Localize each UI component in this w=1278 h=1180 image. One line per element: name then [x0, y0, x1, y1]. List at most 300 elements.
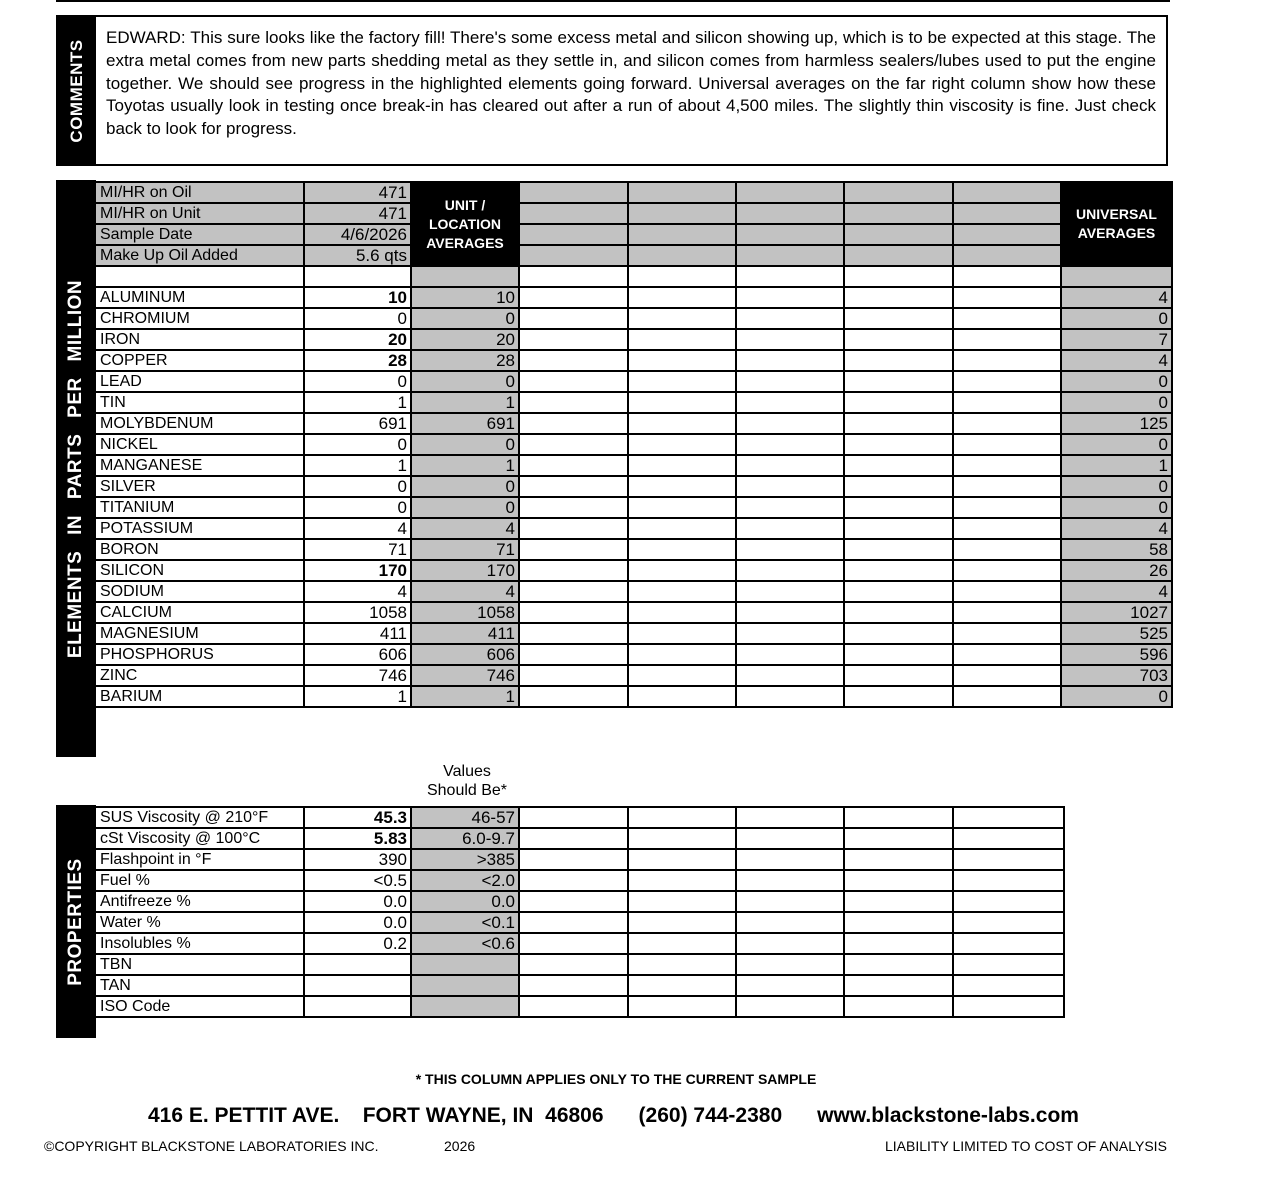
history-cell [519, 434, 628, 455]
element-value: 1 [304, 455, 411, 476]
history-cell [519, 807, 628, 828]
history-cell [844, 287, 953, 308]
history-cell [736, 975, 844, 996]
history-cell [953, 518, 1061, 539]
element-name: SODIUM [95, 581, 304, 602]
element-row [95, 581, 1172, 602]
history-cell [519, 996, 628, 1017]
history-cell [519, 975, 628, 996]
element-value: 10 [304, 287, 411, 308]
history-cell [953, 665, 1061, 686]
history-cell [519, 560, 628, 581]
element-name: SILICON [95, 560, 304, 581]
element-name: ALUMINUM [95, 287, 304, 308]
elements-label: ELEMENTS IN PARTS PER MILLION [65, 279, 86, 658]
element-row [95, 518, 1172, 539]
history-cell [519, 350, 628, 371]
property-row [95, 933, 1064, 954]
property-value [304, 975, 411, 996]
history-cell [953, 350, 1061, 371]
history-cell [519, 891, 628, 912]
header-label: Make Up Oil Added [95, 245, 304, 266]
history-cell [844, 203, 953, 224]
history-cell [953, 849, 1064, 870]
history-cell [953, 203, 1061, 224]
history-cell [844, 644, 953, 665]
history-cell [736, 182, 844, 203]
header-row [95, 224, 1172, 245]
history-cell [736, 686, 844, 707]
history-cell [736, 308, 844, 329]
history-cell [628, 308, 736, 329]
element-unit-average: 20 [411, 329, 519, 350]
element-unit-average: 0 [411, 476, 519, 497]
history-cell [736, 954, 844, 975]
history-cell [844, 954, 953, 975]
history-cell [953, 828, 1064, 849]
history-cell [628, 287, 736, 308]
history-cell [953, 392, 1061, 413]
spacer-cell [411, 266, 519, 287]
element-value: 4 [304, 581, 411, 602]
history-cell [628, 807, 736, 828]
history-cell [628, 245, 736, 266]
element-name: MAGNESIUM [95, 623, 304, 644]
property-should-be: <0.6 [411, 933, 519, 954]
history-cell [628, 203, 736, 224]
history-cell [628, 581, 736, 602]
element-value: 0 [304, 371, 411, 392]
history-cell [953, 644, 1061, 665]
history-cell [736, 870, 844, 891]
history-cell [628, 455, 736, 476]
history-cell [628, 497, 736, 518]
history-cell [519, 245, 628, 266]
spacer-cell [844, 266, 953, 287]
property-value: <0.5 [304, 870, 411, 891]
history-cell [519, 828, 628, 849]
history-cell [519, 287, 628, 308]
history-cell [844, 891, 953, 912]
history-cell [736, 245, 844, 266]
history-cell [953, 686, 1061, 707]
history-cell [519, 224, 628, 245]
history-cell [953, 434, 1061, 455]
history-cell [844, 623, 953, 644]
element-universal-average: 0 [1061, 686, 1172, 707]
history-cell [736, 602, 844, 623]
element-unit-average: 71 [411, 539, 519, 560]
property-row [95, 849, 1064, 870]
properties-table [94, 806, 1065, 1018]
history-cell [953, 539, 1061, 560]
property-row [95, 828, 1064, 849]
values-should-be-note [412, 762, 522, 800]
history-cell [844, 602, 953, 623]
header-value: 4/6/2026 [304, 224, 411, 245]
history-cell [736, 581, 844, 602]
header-value: 5.6 qts [304, 245, 411, 266]
element-name: LEAD [95, 371, 304, 392]
element-name: CHROMIUM [95, 308, 304, 329]
history-cell [628, 224, 736, 245]
element-unit-average: 170 [411, 560, 519, 581]
history-cell [953, 497, 1061, 518]
element-universal-average: 4 [1061, 518, 1172, 539]
property-row [95, 870, 1064, 891]
universal-averages-header: UNIVERSAL AVERAGES [1061, 182, 1172, 266]
property-row [95, 954, 1064, 975]
element-unit-average: 1058 [411, 602, 519, 623]
header-label: MI/HR on Unit [95, 203, 304, 224]
history-cell [953, 891, 1064, 912]
history-cell [844, 560, 953, 581]
spacer-cell [628, 266, 736, 287]
spacer-cell [953, 266, 1061, 287]
element-unit-average: 606 [411, 644, 519, 665]
history-cell [519, 912, 628, 933]
property-value: 5.83 [304, 828, 411, 849]
element-unit-average: 4 [411, 518, 519, 539]
element-name: MOLYBDENUM [95, 413, 304, 434]
history-cell [628, 371, 736, 392]
element-row [95, 371, 1172, 392]
element-unit-average: 10 [411, 287, 519, 308]
element-row [95, 497, 1172, 518]
element-unit-average: 411 [411, 623, 519, 644]
element-row [95, 686, 1172, 707]
property-should-be: 46-57 [411, 807, 519, 828]
copyright-year: 2026 [444, 1138, 476, 1154]
history-cell [844, 849, 953, 870]
history-cell [736, 350, 844, 371]
history-cell [628, 912, 736, 933]
element-row [95, 287, 1172, 308]
property-should-be: 6.0-9.7 [411, 828, 519, 849]
spacer-row [95, 266, 1172, 287]
element-name: TITANIUM [95, 497, 304, 518]
element-name: ZINC [95, 665, 304, 686]
history-cell [953, 308, 1061, 329]
element-universal-average: 125 [1061, 413, 1172, 434]
history-cell [953, 371, 1061, 392]
element-universal-average: 0 [1061, 371, 1172, 392]
property-name: Flashpoint in °F [95, 849, 304, 870]
history-cell [628, 518, 736, 539]
history-cell [519, 665, 628, 686]
element-universal-average: 58 [1061, 539, 1172, 560]
element-unit-average: 28 [411, 350, 519, 371]
property-row [95, 996, 1064, 1017]
element-value: 691 [304, 413, 411, 434]
history-cell [844, 434, 953, 455]
property-row [95, 807, 1064, 828]
history-cell [736, 497, 844, 518]
property-value: 0.2 [304, 933, 411, 954]
element-row [95, 413, 1172, 434]
history-cell [844, 996, 953, 1017]
history-cell [844, 245, 953, 266]
element-row [95, 350, 1172, 371]
history-cell [519, 539, 628, 560]
elements-table [94, 181, 1173, 708]
element-unit-average: 1 [411, 455, 519, 476]
history-cell [844, 224, 953, 245]
element-name: BARIUM [95, 686, 304, 707]
copyright: ©COPYRIGHT BLACKSTONE LABORATORIES INC. [44, 1138, 379, 1154]
history-cell [953, 287, 1061, 308]
property-should-be [411, 954, 519, 975]
history-cell [953, 455, 1061, 476]
element-universal-average: 0 [1061, 497, 1172, 518]
property-should-be: <2.0 [411, 870, 519, 891]
element-universal-average: 1027 [1061, 602, 1172, 623]
property-name: Antifreeze % [95, 891, 304, 912]
history-cell [519, 686, 628, 707]
element-value: 0 [304, 434, 411, 455]
element-value: 20 [304, 329, 411, 350]
history-cell [844, 497, 953, 518]
history-cell [844, 581, 953, 602]
comments-box [56, 15, 1168, 166]
history-cell [628, 392, 736, 413]
element-universal-average: 0 [1061, 308, 1172, 329]
element-name: BORON [95, 539, 304, 560]
element-row [95, 308, 1172, 329]
history-cell [736, 287, 844, 308]
property-row [95, 975, 1064, 996]
history-cell [736, 434, 844, 455]
property-name: SUS Viscosity @ 210°F [95, 807, 304, 828]
header-label: Sample Date [95, 224, 304, 245]
element-name: IRON [95, 329, 304, 350]
property-name: Water % [95, 912, 304, 933]
element-universal-average: 0 [1061, 476, 1172, 497]
element-value: 28 [304, 350, 411, 371]
property-name: cSt Viscosity @ 100°C [95, 828, 304, 849]
history-cell [844, 329, 953, 350]
element-unit-average: 1 [411, 686, 519, 707]
element-universal-average: 4 [1061, 350, 1172, 371]
element-name: MANGANESE [95, 455, 304, 476]
property-value: 0.0 [304, 891, 411, 912]
property-value: 45.3 [304, 807, 411, 828]
history-cell [736, 828, 844, 849]
spacer-cell [736, 266, 844, 287]
history-cell [953, 476, 1061, 497]
history-cell [519, 308, 628, 329]
history-cell [953, 912, 1064, 933]
history-cell [519, 329, 628, 350]
history-cell [519, 371, 628, 392]
history-cell [844, 975, 953, 996]
element-name: PHOSPHORUS [95, 644, 304, 665]
history-cell [736, 807, 844, 828]
history-cell [628, 665, 736, 686]
header-value: 471 [304, 182, 411, 203]
history-cell [953, 870, 1064, 891]
history-cell [519, 602, 628, 623]
liability-note: LIABILITY LIMITED TO COST OF ANALYSIS [885, 1138, 1167, 1154]
history-cell [736, 476, 844, 497]
element-universal-average: 4 [1061, 581, 1172, 602]
history-cell [628, 413, 736, 434]
element-universal-average: 703 [1061, 665, 1172, 686]
history-cell [953, 623, 1061, 644]
history-cell [844, 870, 953, 891]
history-cell [844, 807, 953, 828]
element-row [95, 539, 1172, 560]
spacer-cell [95, 266, 304, 287]
history-cell [628, 476, 736, 497]
element-universal-average: 596 [1061, 644, 1172, 665]
property-name: ISO Code [95, 996, 304, 1017]
elements-sidebar [56, 180, 96, 757]
history-cell [844, 413, 953, 434]
property-should-be: >385 [411, 849, 519, 870]
history-cell [736, 329, 844, 350]
history-cell [519, 476, 628, 497]
history-cell [628, 933, 736, 954]
properties-label: PROPERTIES [65, 857, 86, 986]
history-cell [844, 686, 953, 707]
element-row [95, 329, 1172, 350]
spacer-cell [1061, 266, 1172, 287]
element-value: 4 [304, 518, 411, 539]
header-row [95, 203, 1172, 224]
history-cell [628, 434, 736, 455]
history-cell [628, 975, 736, 996]
element-value: 170 [304, 560, 411, 581]
history-cell [953, 560, 1061, 581]
history-cell [519, 203, 628, 224]
header-value: 471 [304, 203, 411, 224]
history-cell [519, 518, 628, 539]
history-cell [736, 912, 844, 933]
history-cell [844, 371, 953, 392]
history-cell [844, 665, 953, 686]
property-value: 0.0 [304, 912, 411, 933]
history-cell [519, 644, 628, 665]
history-cell [628, 602, 736, 623]
history-cell [844, 476, 953, 497]
property-row [95, 891, 1064, 912]
element-value: 606 [304, 644, 411, 665]
values-note-line2: Should Be* [426, 782, 508, 799]
property-should-be: 0.0 [411, 891, 519, 912]
property-should-be: <0.1 [411, 912, 519, 933]
property-value [304, 996, 411, 1017]
history-cell [628, 849, 736, 870]
history-cell [844, 350, 953, 371]
history-cell [736, 203, 844, 224]
history-cell [844, 392, 953, 413]
element-universal-average: 26 [1061, 560, 1172, 581]
history-cell [628, 560, 736, 581]
element-row [95, 560, 1172, 581]
history-cell [736, 371, 844, 392]
element-name: COPPER [95, 350, 304, 371]
element-unit-average: 0 [411, 308, 519, 329]
header-label: MI/HR on Oil [95, 182, 304, 203]
element-universal-average: 1 [1061, 455, 1172, 476]
history-cell [736, 891, 844, 912]
property-name: Insolubles % [95, 933, 304, 954]
element-value: 0 [304, 308, 411, 329]
history-cell [953, 224, 1061, 245]
element-name: SILVER [95, 476, 304, 497]
values-note-line1: Values [443, 763, 491, 780]
spacer-cell [519, 266, 628, 287]
element-value: 0 [304, 476, 411, 497]
history-cell [736, 644, 844, 665]
history-cell [628, 828, 736, 849]
footnote: * THIS COLUMN APPLIES ONLY TO THE CURRENT SAMPLE [415, 1071, 817, 1087]
history-cell [628, 350, 736, 371]
history-cell [628, 891, 736, 912]
element-name: CALCIUM [95, 602, 304, 623]
history-cell [628, 182, 736, 203]
element-value: 71 [304, 539, 411, 560]
history-cell [953, 975, 1064, 996]
element-row [95, 392, 1172, 413]
top-rule [56, 0, 1170, 2]
history-cell [953, 933, 1064, 954]
element-universal-average: 0 [1061, 434, 1172, 455]
element-row [95, 644, 1172, 665]
history-cell [844, 912, 953, 933]
element-row [95, 455, 1172, 476]
history-cell [628, 996, 736, 1017]
spacer-cell [304, 266, 411, 287]
history-cell [628, 644, 736, 665]
element-row [95, 665, 1172, 686]
element-value: 1 [304, 686, 411, 707]
history-cell [844, 455, 953, 476]
property-name: TBN [95, 954, 304, 975]
element-universal-average: 525 [1061, 623, 1172, 644]
comments-sidebar [58, 17, 96, 164]
history-cell [519, 392, 628, 413]
property-row [95, 912, 1064, 933]
history-cell [844, 933, 953, 954]
element-value: 1058 [304, 602, 411, 623]
address-line: 416 E. PETTIT AVE. FORT WAYNE, IN 46806 (260) 744-2380 www.blackstone-labs.com [148, 1104, 1079, 1127]
history-cell [953, 413, 1061, 434]
property-name: Fuel % [95, 870, 304, 891]
element-name: TIN [95, 392, 304, 413]
history-cell [736, 560, 844, 581]
history-cell [953, 581, 1061, 602]
element-row [95, 434, 1172, 455]
history-cell [844, 539, 953, 560]
element-universal-average: 7 [1061, 329, 1172, 350]
history-cell [519, 623, 628, 644]
history-cell [736, 996, 844, 1017]
element-unit-average: 0 [411, 434, 519, 455]
history-cell [736, 539, 844, 560]
properties-sidebar [56, 805, 96, 1038]
element-row [95, 623, 1172, 644]
history-cell [736, 518, 844, 539]
history-cell [736, 455, 844, 476]
history-cell [519, 497, 628, 518]
element-row [95, 476, 1172, 497]
history-cell [628, 539, 736, 560]
element-value: 1 [304, 392, 411, 413]
history-cell [736, 224, 844, 245]
history-cell [628, 686, 736, 707]
